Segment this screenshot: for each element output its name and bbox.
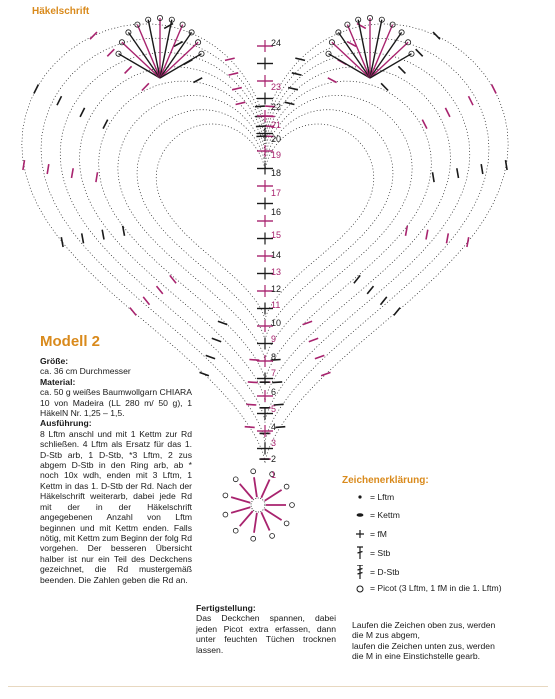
picot xyxy=(284,484,289,489)
row-number: 9 xyxy=(271,334,277,344)
stitch-mark xyxy=(295,58,305,60)
stitch-mark xyxy=(445,108,450,117)
stitch-mark xyxy=(23,160,25,170)
stitch-mark xyxy=(328,78,337,83)
stitch-mark xyxy=(170,275,176,283)
row-number: 20 xyxy=(271,134,282,144)
row-number: 7 xyxy=(271,368,277,378)
stitch-mark xyxy=(398,66,405,73)
stitch-mark xyxy=(212,338,221,341)
legend-label: = fM xyxy=(370,529,387,539)
fan-stitch xyxy=(370,54,412,78)
stitch-mark xyxy=(367,286,373,294)
legend-label: = D-Stb xyxy=(370,567,400,577)
note-bottom: laufen die Zeichen unten zus, werden die M in eine Einstichstelle gearb. xyxy=(352,640,495,662)
material-heading: Material: xyxy=(40,376,76,387)
center-ring xyxy=(251,498,265,512)
row-number: 13 xyxy=(271,267,282,277)
row-number: 6 xyxy=(271,387,277,397)
stitch-mark xyxy=(34,85,39,94)
legend-item-stb xyxy=(352,546,390,560)
legend-label: = Picot (3 Lftm, 1 fM in die 1. Lftm) xyxy=(370,583,502,593)
picot xyxy=(233,477,238,482)
stitch-mark xyxy=(416,49,423,56)
stitch-mark xyxy=(255,106,265,107)
execution-text: 8 Lftm anschl und mit 1 Kettm zur Rd schließen. 4 Lftm als Ersatz für das 1. D-Stb arb, 1 D-Stb, *3 Lftm, 2 zus abgem D-Stb in den Ring arb, ab * noch 10x wdh, enden mit 3 Lftm, 1 Kettm in das 1. D-Stb der Rd. Nach der Häkelschrift weiterarb, dabei jede Rd mit der in der Häkelschrift angegebenen Anzahl von Lftm beginnen und mit Kettm enden. Falls nötig, mit Kettm zum Beginn der folg Rd vorgehen. Der besseren Übersicht halber ist nur ein Teil des Deckchens gezeichnet, die Rd mustergemäß beenden. Die Zahlen geben die Rd an. xyxy=(40,428,192,585)
stitch-mark xyxy=(285,102,295,104)
motif-stitch xyxy=(231,497,250,503)
row-number: 16 xyxy=(271,207,282,217)
stitch-mark xyxy=(481,164,483,174)
stitch-mark xyxy=(130,308,136,316)
picot xyxy=(251,536,256,541)
stitch-mark xyxy=(394,308,400,316)
legend-item-lftm xyxy=(352,490,394,504)
motif-stitch xyxy=(231,507,250,513)
row-number: 17 xyxy=(271,188,282,198)
dot-icon xyxy=(352,490,368,504)
stitch-mark xyxy=(492,85,497,94)
stitch-mark xyxy=(381,297,387,305)
stitch-mark xyxy=(275,427,285,428)
picot xyxy=(290,503,295,508)
stitch-mark xyxy=(80,108,85,117)
stitch-mark xyxy=(96,172,98,182)
legend-title: Zeichenerklärung: xyxy=(342,475,429,486)
row-number: 2 xyxy=(271,454,277,464)
stitch-mark xyxy=(206,355,215,358)
row-number: 4 xyxy=(271,422,277,432)
legend-label: = Lftm xyxy=(370,492,395,502)
legend-label: = Kettm xyxy=(370,510,400,520)
finishing-text: Das Deckchen spannen, dabei jeden Picot extra erfassen, dann unter feuchten Tüchen trocknen lassen. xyxy=(196,613,336,655)
row-number: 5 xyxy=(271,404,277,414)
stitch-mark xyxy=(272,382,282,383)
motif-stitch xyxy=(261,512,269,530)
row-number: 1 xyxy=(271,470,277,480)
stitch-mark xyxy=(142,83,149,90)
stitch-mark xyxy=(357,24,366,29)
stitch-mark xyxy=(315,355,324,358)
stitch-mark xyxy=(447,233,449,243)
row-number: 14 xyxy=(271,250,282,260)
row-number: 11 xyxy=(271,300,281,310)
bottom-divider xyxy=(8,686,548,687)
stitch-mark xyxy=(57,96,62,105)
stitch-mark xyxy=(232,88,242,90)
legend-item-fm xyxy=(352,527,387,541)
finishing-block xyxy=(196,603,336,655)
instructions-column xyxy=(40,356,192,585)
section-header: Häkelschrift xyxy=(32,6,90,17)
row-number: 3 xyxy=(271,438,277,448)
stitch-mark xyxy=(457,168,459,178)
picot xyxy=(270,534,275,539)
fan-stitch xyxy=(160,54,202,78)
finishing-heading: Fertigstellung: xyxy=(196,603,256,613)
stitch-mark xyxy=(157,286,163,294)
dstb-icon xyxy=(352,565,368,579)
motif-stitch xyxy=(254,477,257,497)
row-number: 8 xyxy=(271,352,277,362)
stitch-mark xyxy=(82,233,84,243)
stitch-mark xyxy=(309,338,318,341)
stitch-mark xyxy=(72,168,74,178)
stb-icon xyxy=(352,546,368,560)
stitch-mark xyxy=(90,32,97,39)
stitch-mark xyxy=(164,24,173,29)
legend-notes xyxy=(352,620,504,662)
stitch-mark xyxy=(47,164,49,174)
row-number: 12 xyxy=(271,284,282,294)
stitch-mark xyxy=(467,237,469,247)
stitch-mark xyxy=(426,230,428,240)
motif-stitch xyxy=(240,484,253,499)
stitch-mark xyxy=(225,58,235,60)
row-number: 24 xyxy=(271,38,282,48)
stitch-mark xyxy=(321,372,330,375)
stitch-mark xyxy=(246,404,256,405)
stitch-mark xyxy=(245,427,255,428)
motif-stitch xyxy=(265,490,282,501)
legend-label: = Stb xyxy=(370,548,391,558)
row-number: 15 xyxy=(271,230,282,240)
size-text: ca. 36 cm Durchmesser xyxy=(40,366,131,377)
stitch-mark xyxy=(248,382,258,383)
stitch-mark xyxy=(288,88,298,90)
stitch-mark xyxy=(469,96,474,105)
stitch-mark xyxy=(107,49,114,56)
stitch-mark xyxy=(193,78,202,83)
stitch-mark xyxy=(61,237,63,247)
legend-item-dstb xyxy=(352,565,399,579)
picot xyxy=(223,493,228,498)
row-number: 18 xyxy=(271,168,282,178)
stitch-mark xyxy=(422,120,427,129)
row-number: 21 xyxy=(271,120,282,130)
stitch-mark xyxy=(433,32,440,39)
stitch-mark xyxy=(229,73,239,75)
motif-stitch xyxy=(240,511,253,526)
material-text: ca. 50 g weißes Baumwollgarn CHIARA 10 von Madeira (LL 280 m/ 50 g), 1 HäkelN Nr. 1,25 – 1,5. xyxy=(40,387,192,419)
legend-item-kettm xyxy=(352,508,400,522)
stitch-mark xyxy=(103,120,108,129)
stitch-mark xyxy=(236,102,246,104)
oval-icon xyxy=(352,508,368,522)
row-number: 19 xyxy=(271,150,282,160)
picot-icon xyxy=(352,583,368,597)
stitch-mark xyxy=(354,275,360,283)
execution-heading: Ausführung: xyxy=(40,418,92,429)
stitch-mark xyxy=(406,226,408,236)
stitch-mark xyxy=(433,172,435,182)
picot xyxy=(233,528,238,533)
picot xyxy=(223,512,228,517)
row-number: 22 xyxy=(271,102,282,112)
stitch-mark xyxy=(303,321,312,324)
size-heading: Größe: xyxy=(40,356,69,366)
model-title: Modell 2 xyxy=(40,333,101,350)
picot xyxy=(251,469,256,474)
fan-stitch xyxy=(329,54,371,78)
row-number: 10 xyxy=(271,318,282,328)
stitch-mark xyxy=(256,126,266,127)
fan-stitch xyxy=(119,54,161,78)
row-number: 23 xyxy=(271,82,282,92)
stitch-mark xyxy=(218,321,227,324)
note-top: Laufen die Zeichen oben zus, werden die M zus abgem, xyxy=(352,620,496,641)
picot xyxy=(284,521,289,526)
stitch-mark xyxy=(125,66,132,73)
motif-stitch xyxy=(261,480,269,498)
stitch-mark xyxy=(249,360,259,361)
stitch-mark xyxy=(200,372,209,375)
plus-icon xyxy=(352,527,368,541)
legend-item-picot xyxy=(352,583,502,597)
stitch-mark xyxy=(102,230,104,240)
motif-stitch xyxy=(265,509,282,520)
motif-stitch xyxy=(254,513,257,533)
stitch-mark xyxy=(381,83,388,90)
